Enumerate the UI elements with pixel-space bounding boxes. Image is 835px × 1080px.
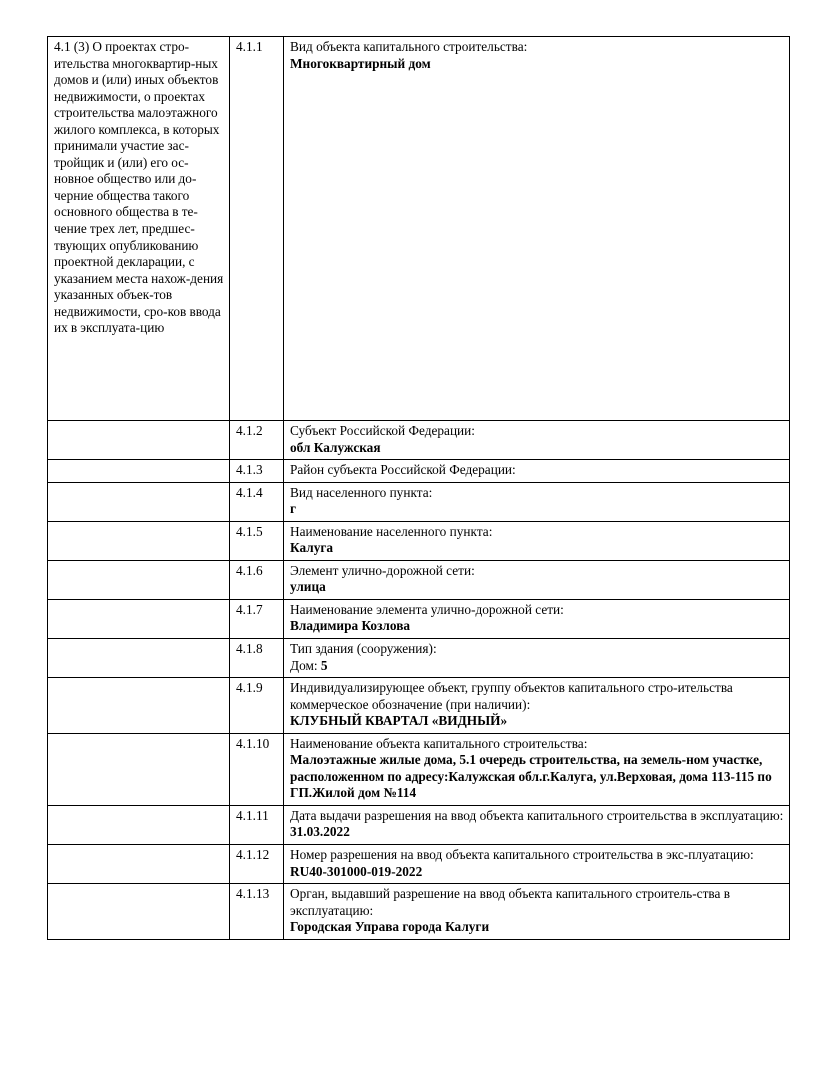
row-label: Наименование объекта капитального строительства: (290, 735, 588, 751)
empty-cell (48, 845, 230, 884)
table-row (48, 678, 790, 734)
section-title-cell: 4.1 (3) О проектах стро-ительства многоквартир-ных домов и (или) иных объектов недвижимости, о проектах строительства малоэтажного жилого комплекса, в которых принимали участие зас-тройщик и (или) его ос-новное общество или до-черние общества такого основного общества в те-чение трех лет, предшес-твующих опубликованию проектной декларации, с указанием места нахож-дения указанных объек-тов недвижимости, сро-ков ввода их в эксплуата-цию (48, 37, 230, 421)
row-value: КЛУБНЫЙ КВАРТАЛ «ВИДНЫЙ» (290, 713, 508, 729)
row-value: Малоэтажные жилые дома, 5.1 очередь строительства, на земель-ном участке, расположенном по адресу:Калужская обл.г.Калуга, ул.Верховая, дома 113-115 по ГП.Жилой дом №114 (290, 752, 772, 801)
row-content (284, 733, 790, 805)
row-content (284, 884, 790, 940)
row-content (284, 805, 790, 844)
table-row (48, 421, 790, 460)
table-row (48, 733, 790, 805)
row-code: 4.1.9 (230, 678, 284, 734)
row-content (284, 599, 790, 638)
row-code: 4.1.7 (230, 599, 284, 638)
declaration-table (47, 36, 790, 940)
row-code: 4.1.11 (230, 805, 284, 844)
empty-cell (48, 733, 230, 805)
row-label: Орган, выдавший разрешение на ввод объекта капитального строитель-ства в эксплуатацию: (290, 886, 730, 918)
table-row (48, 37, 790, 421)
row-value: RU40-301000-019-2022 (290, 863, 423, 879)
row-value: Калуга (290, 540, 334, 556)
row-content (284, 845, 790, 884)
row-code: 4.1.5 (230, 521, 284, 560)
row-code: 4.1.2 (230, 421, 284, 460)
row-label: Район субъекта Российской Федерации: (290, 462, 516, 478)
empty-cell (48, 884, 230, 940)
row-value: 31.03.2022 (290, 824, 350, 840)
row-label: Тип здания (сооружения): (290, 641, 437, 657)
row-label: Субъект Российской Федерации: (290, 423, 475, 438)
empty-cell (48, 678, 230, 734)
row-code: 4.1.12 (230, 845, 284, 884)
empty-cell (48, 521, 230, 560)
row-content (284, 37, 790, 421)
row-content (284, 482, 790, 521)
row-content (284, 421, 790, 460)
row-label: Индивидуализирующее объект, группу объектов капитального стро-ительства коммерческое обозначение (при наличии): (290, 680, 733, 712)
row-label: Номер разрешения на ввод объекта капитального строительства в экс-плуатацию: (290, 847, 754, 863)
row-value: Владимира Козлова (290, 618, 411, 634)
table-row (48, 884, 790, 940)
row-label: Вид объекта капитального строительства: (290, 39, 528, 54)
row-content (284, 678, 790, 734)
table-row (48, 639, 790, 678)
row-value: обл Калужская (290, 439, 381, 455)
row-label: Элемент улично-дорожной сети: (290, 562, 475, 578)
table-row (48, 805, 790, 844)
row-label: Наименование населенного пункта: (290, 523, 493, 539)
table-row (48, 845, 790, 884)
empty-cell (48, 482, 230, 521)
row-code: 4.1.10 (230, 733, 284, 805)
table-row (48, 482, 790, 521)
row-value: г (290, 501, 297, 517)
row-code: 4.1.8 (230, 639, 284, 678)
empty-cell (48, 460, 230, 483)
row-code: 4.1.6 (230, 560, 284, 599)
table-row (48, 521, 790, 560)
row-code: 4.1.13 (230, 884, 284, 940)
row-label: Дата выдачи разрешения на ввод объекта капитального строительства в эксплуатацию: (290, 807, 784, 823)
row-value: Многоквартирный дом (290, 55, 431, 71)
table-row (48, 560, 790, 599)
table-row (48, 599, 790, 638)
empty-cell (48, 639, 230, 678)
row-content (284, 521, 790, 560)
row-label: Вид населенного пункта: (290, 484, 433, 500)
row-value-prefix: Дом: (290, 657, 321, 673)
row-content (284, 560, 790, 599)
empty-cell (48, 560, 230, 599)
row-content (284, 639, 790, 678)
empty-cell (48, 599, 230, 638)
empty-cell (48, 421, 230, 460)
row-label: Наименование элемента улично-дорожной сети: (290, 601, 564, 617)
row-value: Городская Управа города Калуги (290, 919, 490, 935)
empty-cell (48, 805, 230, 844)
row-code: 4.1.3 (230, 460, 284, 483)
row-code: 4.1.1 (230, 37, 284, 421)
row-code: 4.1.4 (230, 482, 284, 521)
row-value: 5 (320, 657, 328, 673)
table-row (48, 460, 790, 483)
row-content (284, 460, 790, 483)
row-value: улица (290, 579, 326, 595)
